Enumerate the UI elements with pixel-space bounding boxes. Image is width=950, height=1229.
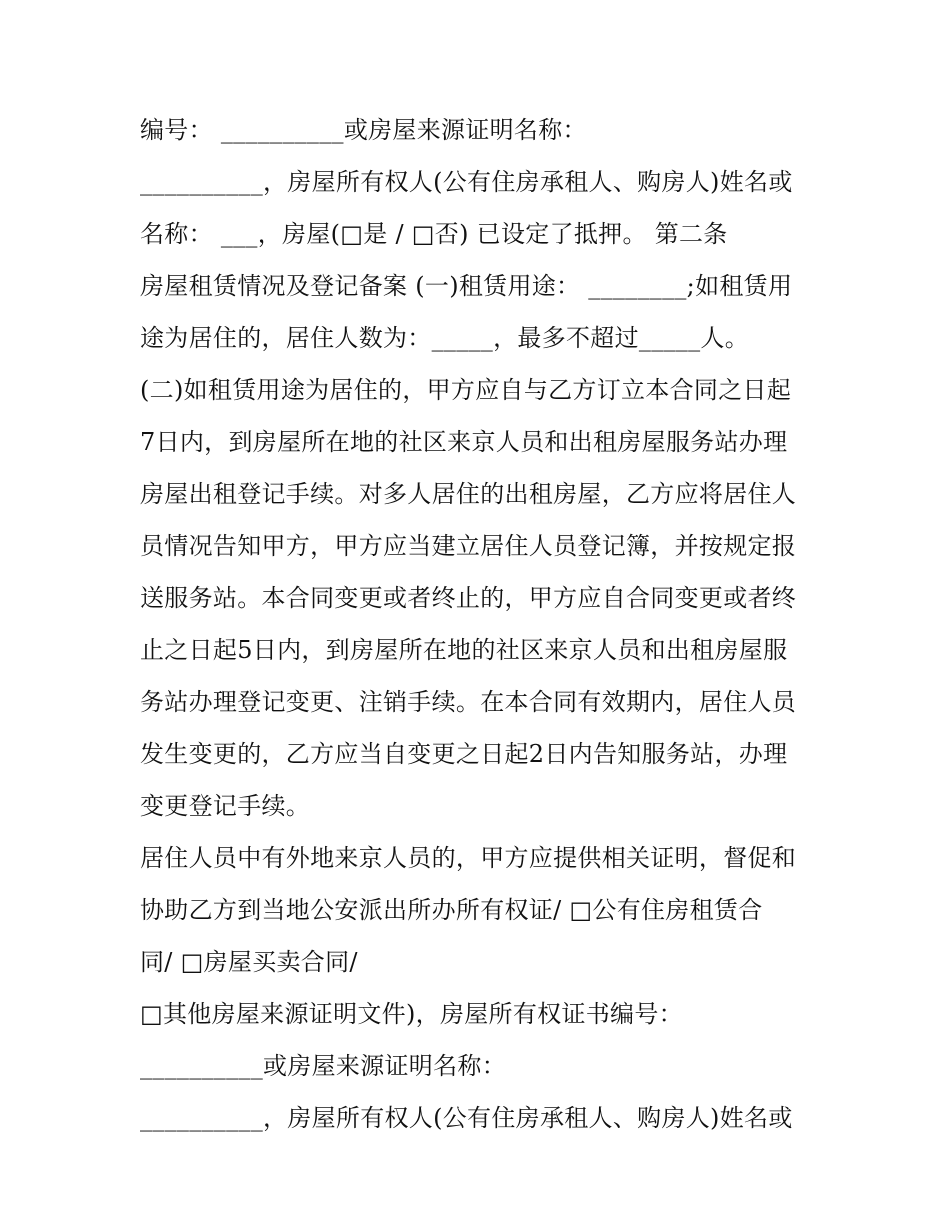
text-line: __________或房屋来源证明名称：	[140, 1052, 506, 1080]
text-line: 务站办理登记变更、注销手续。在本合同有效期内，居住人员	[140, 688, 797, 716]
text-line: __________，房屋所有权人(公有住房承租人、购房人)姓名或	[140, 1104, 793, 1132]
text-line: 房屋出租登记手续。对多人居住的出租房屋，乙方应将居住人	[140, 480, 797, 508]
text-line: 途为居住的，居住人数为：_____，最多不超过_____人。	[140, 324, 749, 352]
text-line: 名称： ___，房屋(□是 / □否) 已设定了抵押。 第二条	[140, 220, 728, 248]
text-line: 变更登记手续。	[140, 792, 311, 820]
text-line: __________，房屋所有权人(公有住房承租人、购房人)姓名或	[140, 168, 793, 196]
text-line: 7日内，到房屋所在地的社区来京人员和出租房屋服务站办理	[140, 428, 788, 456]
text-line: 发生变更的，乙方应当自变更之日起2日内告知服务站，办理	[140, 740, 788, 768]
text-line: 编号： __________或房屋来源证明名称：	[140, 116, 587, 144]
text-line: (二)如租赁用途为居住的，甲方应自与乙方订立本合同之日起	[140, 376, 792, 404]
text-line: 员情况告知甲方，甲方应当建立居住人员登记簿，并按规定报	[140, 532, 797, 560]
text-line: 居住人员中有外地来京人员的，甲方应提供相关证明，督促和	[140, 844, 797, 872]
text-line: 送服务站。本合同变更或者终止的，甲方应自合同变更或者终	[140, 584, 797, 612]
text-line: □其他房屋来源证明文件)，房屋所有权证书编号：	[140, 1000, 683, 1028]
text-line: 房屋租赁情况及登记备案 (一)租赁用途： ________;如租赁用	[140, 272, 793, 300]
text-line: 同/ □房屋买卖合同/	[140, 948, 358, 976]
text-line: 止之日起5日内，到房屋所在地的社区来京人员和出租房屋服	[140, 636, 788, 664]
text-line: 协助乙方到当地公安派出所办所有权证/ □公有住房租赁合	[140, 896, 763, 924]
